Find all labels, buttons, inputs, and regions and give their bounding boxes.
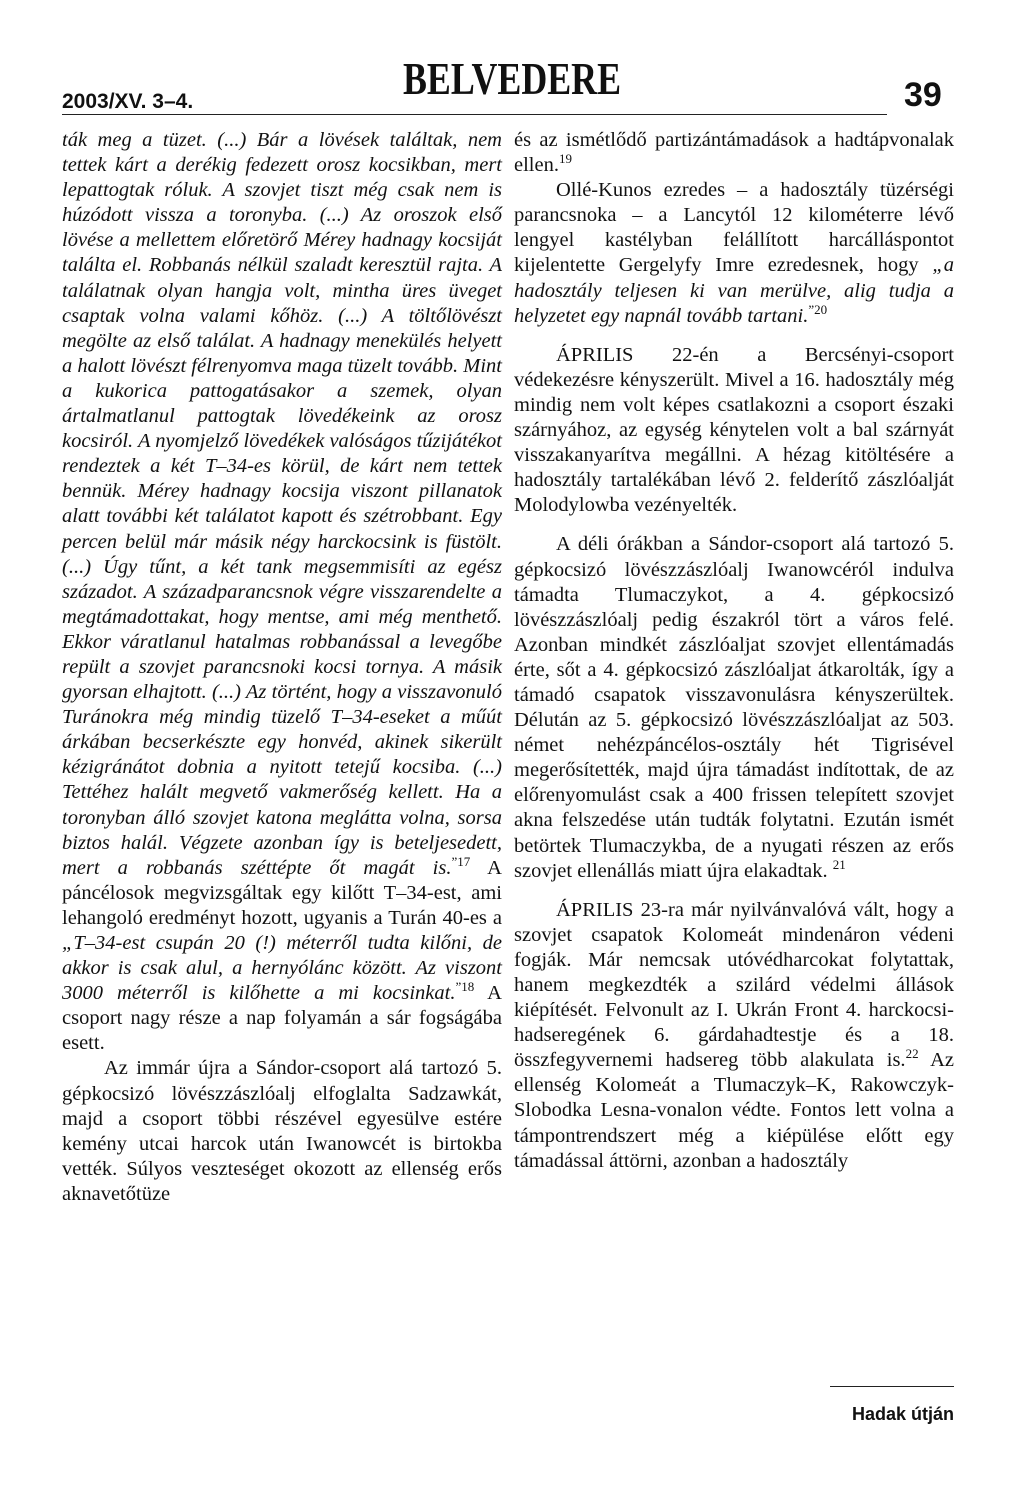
section-name: Hadak útján	[851, 1404, 954, 1424]
right-column	[514, 128, 954, 1174]
footnote-ref-20: ”20	[808, 301, 828, 317]
left-column	[62, 128, 502, 1207]
paragraph	[514, 532, 954, 883]
paragraph	[514, 178, 954, 329]
body-text: és az ismétlődő partizántámadások a hadtápvonalak ellen.	[514, 129, 954, 177]
quote-text: „a hadosztály teljesen ki van merülve, alig tudja a helyzetet egy napnál tovább tartani.	[514, 254, 954, 327]
paragraph-quote-continuation	[62, 128, 502, 1056]
footer-rule	[830, 1386, 954, 1387]
footnote-ref-21: 21	[832, 856, 846, 872]
quote-text: „T–34-est csupán 20 (!) méterről tudta kilőni, de akkor is csak alul, a hernyólánc között. Az viszont 3000 méterről is kilőhette a mi kocsinkat.	[62, 932, 502, 1005]
body-text: A csoport nagy része a nap folyamán a sár fogságába esett.	[62, 982, 502, 1055]
footnote-ref-22: 22	[905, 1046, 919, 1062]
body-text: ÁPRILIS 23-ra már nyilvánvalóvá vált, hogy a szovjet csapatok Kolomeát mindenáron védeni fogják. Már nemcsak utóvédharcokat folytattak, hanem megkezdték a szilárd védelmi állások kiépítését. Felvonult az I. Ukrán Front 4. harckocsi-hadseregének 6. gárdahadtestje és a 18. összfegyvernemi hadsereg több alakulata is.	[514, 898, 954, 1072]
paragraph	[514, 898, 954, 1174]
footnote-ref-18: ”18	[455, 979, 475, 995]
header-rule	[62, 114, 887, 115]
body-text: Ollé-Kunos ezredes – a hadosztály tüzérségi parancsnoka – a Lancytól 12 kilométerre lévő lengyel kastélyban felállított harcálláspontot kijelentette Gergelyfy Imre ezredesnek, hogy	[514, 179, 954, 277]
body-text: A déli órákban a Sándor-csoport alá tartozó 5. gépkocsizó lövészzászlóalj Iwanowcéról indulva támadta Tlumaczykot, a 4. gépkocsizó lövészzászlóalj pedig északról tört a város felé. Azonban mindkét zászlóaljat szovjet ellentámadás érte, sőt a 4. gépkocsizó zászlóaljat átkarolták, így a támadó csapatok visszavonulásra kényszerültek. Délután az 5. gépkocsizó lövészzászlóaljat az 503. német nehézpáncélos-osztály hét Tigrisével megerősítették, majd újra támadást indítottak, de az előrenyomulást csak a 400 frissen telepített szovjet akna felszedése után tudták folytatni. Ezután ismét betörtek Tlumaczykba, de a nyugati részen az erős szovjet ellenállás miatt újra elakadtak.	[514, 533, 954, 882]
footnote-ref-19: 19	[558, 151, 572, 167]
quote-text: ták meg a tüzet. (...) Bár a lövések találtak, nem tettek kárt a derékig fedezett orosz kocsikban, mert lepattogtak róluk. A szovjet tiszt még csak nem is húzódott vissza a toronyba. (...) Az oroszok első lövése a mellettem előretörő Mérey hadnagy kocsiját találta el. Robbanás nélkül szaladt keresztül rajta. A találatnak olyan hangja volt, mintha üres üveget csaptak volna valami kőhöz. (...) A töltőlövészt megölte az első találat. A hadnagy menekülés helyett a halott lövészt félrenyomva maga tüzelt tovább. Mint a kukorica pattogatásakor a szemek, olyan ártalmatlanul pattogtak lövedékeink az orosz kocsiról. A nyomjelző lövedékek valóságos tűzijátékot rendeztek a két T–34-es körül, de kárt nem tettek bennük. Mérey hadnagy kocsija viszont pillanatok alatt további két találatot kapott és szétrobbant. Egy percen belül már másik négy harckocsink is füstölt. (...) Úgy tűnt, a két tank megsemmisíti az egész századot. A századparancsnok végre visszarendelte a megtámadottakat, hogy mentse, ami még menthető. Ekkor váratlanul hatalmas robbanással a levegőbe repült a szovjet parancsnoki kocsi tornya. A másik gyorsan elhajtott. (...) Az történt, hogy a visszavonuló Turánokra még mindig tüzelő T–34-eseket a műút árkában becserkészte egy honvéd, akinek sikerült kézigránátot dobnia a nyitott tetejű kocsiba. (...) Tettéhez halált megvető vakmerőség kellett. Ha a toronyban álló szovjet katona meglátta volna, sorsa biztos halál. Végzete azonban így is beteljesedett, mert a robbanás széttépte őt magát is.	[62, 129, 502, 879]
footnote-ref-17: ”17	[451, 853, 471, 869]
paragraph: Az immár újra a Sándor-csoport alá tartozó 5. gépkocsizó lövészzászlóalj elfoglalta Sadzawkát, majd a csoport többi részével egyesülve estére kemény utcai harcok után Iwanowcét is birtokba vették. Súlyos veszteséget okozott az ellenség erős aknavetőtüze	[62, 1057, 502, 1205]
body-text: Az ellenség Kolomeát a Tlumaczyk–K, Rakowczyk-Slobodka Lesna-vonalon védte. Fontos lett volna a támpontrendszert még a kiépülése előtt egy támadással áttörni, azonban a hadosztály	[514, 1049, 954, 1172]
journal-title: BELVEDERE	[402, 53, 622, 104]
issue-number: 2003/XV. 3–4.	[62, 90, 194, 113]
page-number: 39	[904, 76, 942, 114]
paragraph: ÁPRILIS 22-én a Bercsényi-csoport védekezésre kényszerült. Mivel a 16. hadosztály még mindig nem volt képes csatlakozni a csoport északi szárnyához, az egység kénytelen volt a bal szárnyát visszakanyarítva megállni. A hézag kitöltésére a hadosztály tartalékában lévő 2. felderítő zászlóalját Molodylowba vezényelték.	[514, 343, 954, 517]
paragraph	[514, 128, 954, 178]
body-text: A páncélosok megvizsgáltak egy kilőtt T–34-est, ami lehangoló eredményt hozott, ugyanis a Turán 40-es a	[62, 856, 502, 929]
